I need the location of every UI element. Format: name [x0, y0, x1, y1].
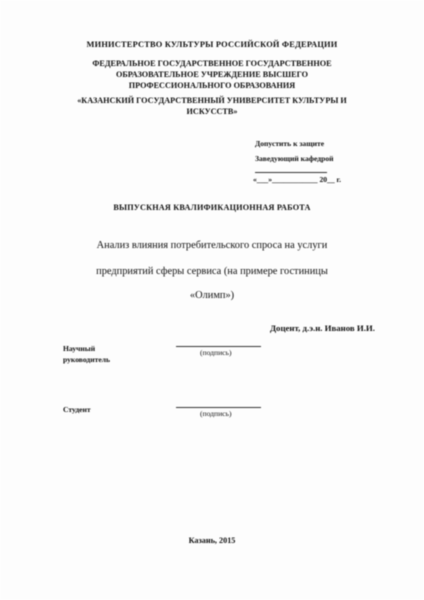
- approval-date-line: «___»____________ 20__ г.: [253, 175, 342, 184]
- head-signature-line: [255, 172, 327, 173]
- organization-line-2: ОБРАЗОВАТЕЛЬНОЕ УЧРЕЖДЕНИЕ ВЫСШЕГО: [116, 70, 308, 79]
- student-label: Студент: [63, 405, 91, 414]
- head-of-department-label: Заведующий кафедрой: [255, 154, 334, 163]
- supervisor-label-1: Научный: [63, 344, 96, 353]
- student-signature-line: [176, 407, 261, 408]
- organization-line-5: ИСКУССТВ»: [186, 107, 238, 116]
- ministry-heading: МИНИСТЕРСТВО КУЛЬТУРЫ РОССИЙСКОЙ ФЕДЕРАЦИИ: [86, 40, 338, 49]
- organization-line-3: ПРОФЕССИОНАЛЬНОГО ОБРАЗОВАНИЯ: [128, 81, 296, 90]
- organization-line-4: «КАЗАНСКИЙ ГОСУДАРСТВЕННЫЙ УНИВЕРСИТЕТ КУЛЬТУРЫ И: [77, 96, 347, 105]
- approval-note: Допустить к защите: [255, 139, 325, 148]
- thesis-title-line-2: предприятий сферы сервиса (на примере гостиницы: [96, 266, 328, 277]
- thesis-title-line-3: «Олимп»): [189, 290, 235, 301]
- supervisor-signature-line: [176, 346, 261, 347]
- supervisor-label-2: руководитель: [63, 355, 111, 364]
- supervisor-signature-caption: (подпись): [200, 348, 232, 357]
- organization-line-1: ФЕДЕРАЛЬНОЕ ГОСУДАРСТВЕННОЕ ГОСУДАРСТВЕННОЕ: [92, 59, 332, 68]
- city-year: Казань, 2015: [188, 536, 236, 545]
- thesis-title-line-1: Анализ влияния потребительского спроса на услуги: [96, 240, 328, 251]
- student-signature-caption: (подпись): [200, 409, 232, 418]
- work-type-heading: ВЫПУСКНАЯ КВАЛИФИКАЦИОННАЯ РАБОТА: [113, 203, 311, 212]
- author-line: Доцент, д.э.н. Иванов И.И.: [270, 323, 375, 333]
